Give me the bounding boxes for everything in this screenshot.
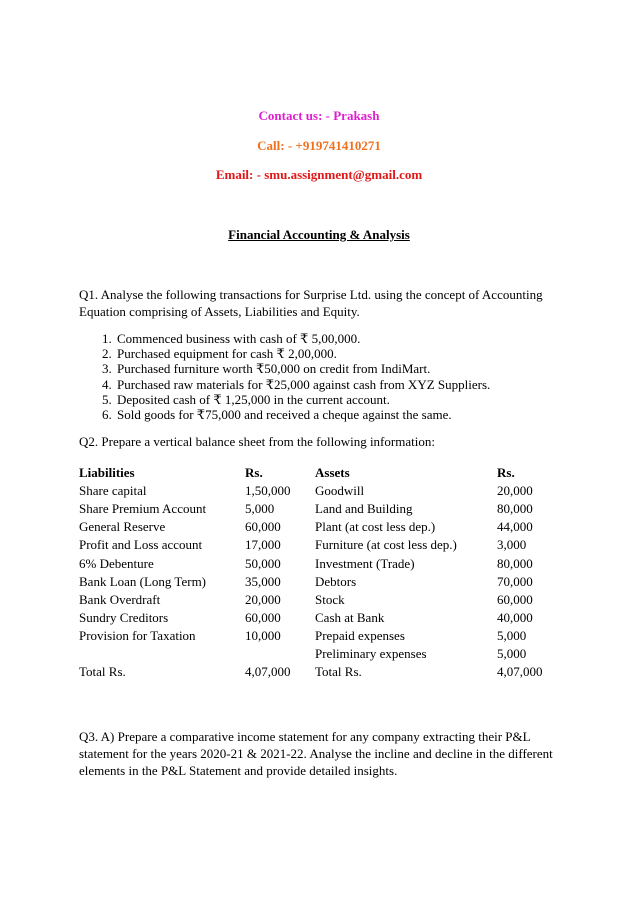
table-cell: 17,000 — [245, 537, 281, 553]
table-cell: 60,000 — [497, 591, 533, 607]
table-cell: Debtors — [315, 573, 357, 589]
contact-line: Contact us: - Prakash — [258, 108, 380, 123]
table-cell: 60,000 — [245, 519, 281, 535]
table-row — [77, 482, 549, 500]
header-assets: Assets — [315, 465, 350, 481]
table-cell: Sundry Creditors — [79, 609, 169, 625]
table-cell: 6% Debenture — [79, 555, 154, 571]
table-cell — [77, 645, 243, 663]
table-cell: Furniture (at cost less dep.) — [315, 537, 457, 553]
list-item: 2. Purchased equipment for cash ₹ 2,00,000. — [115, 346, 490, 361]
table-cell: Investment (Trade) — [315, 555, 415, 571]
table-cell: 4,07,000 — [245, 664, 291, 680]
table-cell: Preliminary expenses — [315, 645, 427, 661]
table-cell: Land and Building — [315, 501, 413, 517]
table-cell: General Reserve — [79, 519, 166, 535]
q3-text: Q3. A) Prepare a comparative income statement for any company extracting their P&L statement for the years 2020-21 & 2021-22. Analyse the incline and decline in the different elements in the P&L Statement and provide detailed insights. — [79, 729, 553, 778]
table-row — [77, 518, 549, 536]
call-line: Call: - +919741410271 — [257, 138, 381, 153]
balance-sheet-table — [77, 464, 549, 681]
table-cell: 40,000 — [497, 609, 533, 625]
table-cell: Stock — [315, 591, 345, 607]
table-cell: 80,000 — [497, 501, 533, 517]
table-cell: 4,07,000 — [497, 664, 543, 680]
table-cell: 3,000 — [497, 537, 527, 553]
table-cell: 80,000 — [497, 555, 533, 571]
table-cell: 20,000 — [497, 483, 533, 499]
table-row — [77, 609, 549, 627]
table-total-row — [77, 663, 549, 681]
table-cell: 44,000 — [497, 519, 533, 535]
list-item: 6. Sold goods for ₹75,000 and received a cheque against the same. — [115, 407, 490, 422]
q1-transaction-list — [79, 331, 490, 422]
table-cell: 5,000 — [497, 627, 527, 643]
table-cell: 10,000 — [245, 627, 281, 643]
table-cell: 35,000 — [245, 573, 281, 589]
header-rs-assets: Rs. — [497, 465, 515, 481]
document-title: Financial Accounting & Analysis — [228, 227, 410, 242]
table-cell: 1,50,000 — [245, 483, 291, 499]
table-cell: Total Rs. — [79, 664, 126, 680]
table-cell: Share capital — [79, 483, 147, 499]
table-cell: 50,000 — [245, 555, 281, 571]
table-cell — [243, 645, 313, 663]
table-cell: Bank Loan (Long Term) — [79, 573, 207, 589]
table-cell: 5,000 — [497, 645, 527, 661]
table-cell: Cash at Bank — [315, 609, 385, 625]
list-item: 5. Deposited cash of ₹ 1,25,000 in the current account. — [115, 392, 490, 407]
table-cell: Plant (at cost less dep.) — [315, 519, 436, 535]
list-item: 3. Purchased furniture worth ₹50,000 on credit from IndiMart. — [115, 361, 490, 376]
table-header-row — [77, 464, 549, 482]
table-row — [77, 591, 549, 609]
table-row — [77, 627, 549, 645]
table-cell: Prepaid expenses — [315, 627, 405, 643]
list-item: 1. Commenced business with cash of ₹ 5,00,000. — [115, 331, 490, 346]
table-cell: Provision for Taxation — [79, 627, 196, 643]
table-cell: Goodwill — [315, 483, 365, 499]
table-cell: 20,000 — [245, 591, 281, 607]
table-cell: 70,000 — [497, 573, 533, 589]
table-row — [77, 536, 549, 554]
table-row — [77, 500, 549, 518]
list-item: 4. Purchased raw materials for ₹25,000 against cash from XYZ Suppliers. — [115, 377, 490, 392]
table-row — [77, 645, 549, 663]
table-cell: Share Premium Account — [79, 501, 207, 517]
q2-text: Q2. Prepare a vertical balance sheet from the following information: — [79, 434, 435, 449]
table-cell: Bank Overdraft — [79, 591, 161, 607]
q1-text: Q1. Analyse the following transactions for Surprise Ltd. using the concept of Accounting Equation comprising of Assets, Liabilities and Equity. — [79, 287, 543, 319]
table-cell: Profit and Loss account — [79, 537, 203, 553]
email-line: Email: - smu.assignment@gmail.com — [215, 167, 423, 182]
table-cell: 60,000 — [245, 609, 281, 625]
table-cell: 5,000 — [245, 501, 275, 517]
header-liabilities: Liabilities — [79, 465, 135, 481]
table-row — [77, 573, 549, 591]
header-rs-liabilities: Rs. — [245, 465, 263, 481]
table-cell: Total Rs. — [315, 664, 362, 680]
table-row — [77, 554, 549, 572]
